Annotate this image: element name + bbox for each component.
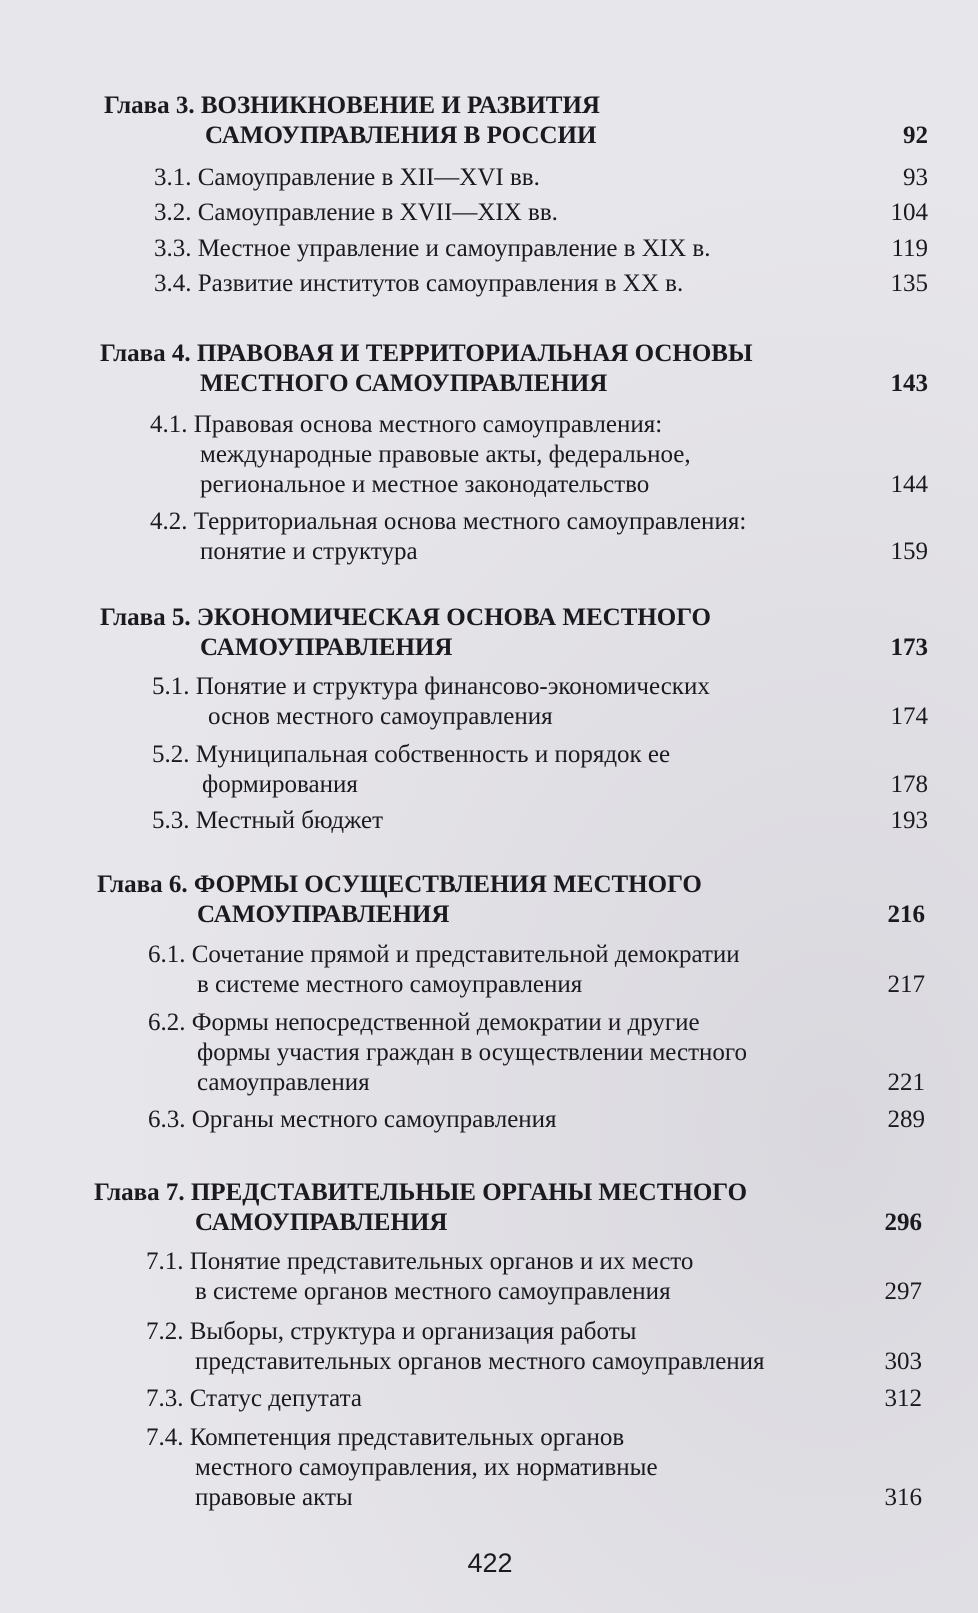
section-4-1-line-3: региональное и местное законодательство	[200, 471, 650, 498]
chapter-7-title-line-1: Глава 7. ПРЕДСТАВИТЕЛЬНЫЕ ОРГАНЫ МЕСТНОГО	[94, 1179, 748, 1206]
section-7-4-line-3: правовые акты	[195, 1484, 353, 1511]
chapter-6-title-line-1: Глава 6. ФОРМЫ ОСУЩЕСТВЛЕНИЯ МЕСТНОГО	[97, 871, 702, 898]
chapter-7-title-line-2: САМОУПРАВЛЕНИЯ	[195, 1209, 448, 1236]
chapter-5-title-line-1: Глава 5. ЭКОНОМИЧЕСКАЯ ОСНОВА МЕСТНОГО	[100, 604, 711, 631]
section-3-2: 3.2. Самоуправление в XVII—XIX вв.	[154, 199, 558, 226]
section-7-4-page: 316	[884, 1484, 922, 1511]
section-6-3-page: 289	[887, 1106, 925, 1133]
section-3-3-page: 119	[891, 235, 928, 262]
section-3-4: 3.4. Развитие институтов самоуправления в XX в.	[154, 270, 684, 297]
section-4-2-line-2: понятие и структура	[200, 538, 418, 565]
chapter-4-title-line-2: МЕСТНОГО САМОУПРАВЛЕНИЯ	[200, 370, 608, 397]
section-3-1: 3.1. Самоуправление в XII—XVI вв.	[154, 164, 540, 191]
section-6-2-page: 221	[887, 1069, 925, 1096]
chapter-6-page: 216	[887, 901, 925, 928]
section-4-1-line-1: 4.1. Правовая основа местного самоуправления:	[150, 411, 663, 438]
section-5-1-line-2: основ местного самоуправления	[208, 703, 553, 730]
section-7-4-line-1: 7.4. Компетенция представительных органов	[146, 1424, 625, 1451]
section-5-2-line-1: 5.2. Муниципальная собственность и порядок ее	[152, 741, 671, 768]
section-6-2-line-3: самоуправления	[197, 1069, 370, 1096]
section-6-2-line-2: формы участия граждан в осуществлении местного	[197, 1039, 748, 1066]
section-6-1-page: 217	[887, 971, 925, 998]
section-5-1-page: 174	[890, 703, 928, 730]
section-7-1-page: 297	[884, 1278, 922, 1305]
chapter-3-title-line-1: Глава 3. ВОЗНИКНОВЕНИЕ И РАЗВИТИЯ	[104, 92, 600, 119]
chapter-6-title-line-2: САМОУПРАВЛЕНИЯ	[197, 901, 450, 928]
section-3-3: 3.3. Местное управление и самоуправление в XIX в.	[154, 235, 711, 262]
section-7-3-page: 312	[884, 1385, 922, 1412]
chapter-7-page: 296	[884, 1209, 922, 1236]
section-7-1-line-2: в системе органов местного самоуправления	[195, 1278, 671, 1305]
section-4-2-page: 159	[890, 538, 928, 565]
chapter-4-page: 143	[890, 370, 928, 397]
section-5-1-line-1: 5.1. Понятие и структура финансово-экономических	[152, 673, 710, 700]
section-7-4-line-2: местного самоуправления, их нормативные	[195, 1454, 658, 1481]
chapter-5-page: 173	[890, 634, 928, 661]
section-6-1-line-2: в системе местного самоуправления	[197, 971, 583, 998]
section-3-4-page: 135	[890, 270, 928, 297]
section-3-2-page: 104	[890, 199, 928, 226]
chapter-3-page: 92	[903, 122, 928, 149]
section-5-3-page: 193	[890, 807, 928, 834]
footer-page-number: 422	[467, 1548, 513, 1578]
section-4-1-page: 144	[890, 471, 928, 498]
section-7-3: 7.3. Статус депутата	[146, 1385, 362, 1412]
chapter-3-title-line-2: САМОУПРАВЛЕНИЯ В РОССИИ	[205, 122, 597, 149]
section-5-2-line-2: формирования	[202, 771, 358, 798]
section-5-2-page: 178	[890, 771, 928, 798]
section-6-2-line-1: 6.2. Формы непосредственной демократии и другие	[148, 1009, 700, 1036]
section-7-2-line-1: 7.2. Выборы, структура и организация работы	[146, 1318, 637, 1345]
section-6-3: 6.3. Органы местного самоуправления	[148, 1106, 557, 1133]
chapter-4-title-line-1: Глава 4. ПРАВОВАЯ И ТЕРРИТОРИАЛЬНАЯ ОСНОВЫ	[100, 340, 753, 367]
section-7-1-line-1: 7.1. Понятие представительных органов и их место	[146, 1248, 694, 1275]
chapter-5-title-line-2: САМОУПРАВЛЕНИЯ	[200, 634, 453, 661]
section-7-2-page: 303	[884, 1348, 922, 1375]
section-6-1-line-1: 6.1. Сочетание прямой и представительной демократии	[148, 941, 740, 968]
section-5-3: 5.3. Местный бюджет	[152, 807, 384, 834]
section-3-1-page: 93	[903, 164, 928, 191]
section-4-2-line-1: 4.2. Территориальная основа местного самоуправления:	[150, 508, 747, 535]
section-7-2-line-2: представительных органов местного самоуправления	[195, 1348, 765, 1375]
section-4-1-line-2: международные правовые акты, федеральное,	[200, 441, 691, 468]
